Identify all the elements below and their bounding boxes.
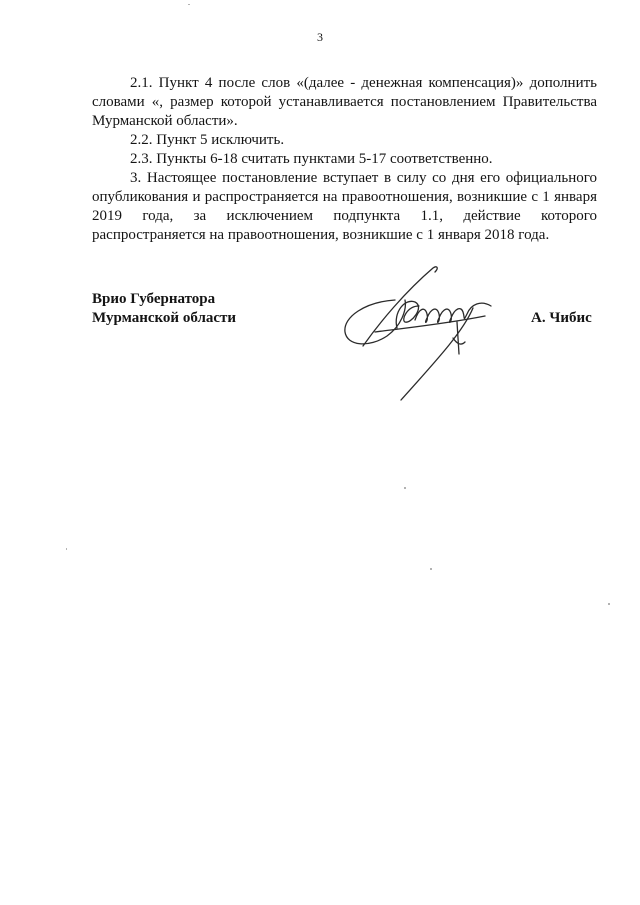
scan-speck	[608, 603, 610, 605]
scan-speck	[430, 568, 432, 570]
signer-title-line-1: Врио Губернатора	[92, 291, 216, 307]
paragraph-2-3: 2.3. Пункты 6-18 считать пунктами 5-17 соответственно.	[130, 151, 493, 167]
scan-speck	[66, 548, 67, 550]
paragraph-2-2: 2.2. Пункт 5 исключить.	[130, 132, 285, 148]
signer-title-line-2: Мурманской области	[92, 310, 237, 326]
scan-speck	[188, 4, 190, 5]
paragraph-2-1: 2.1. Пункт 4 после слов «(далее - денежная компенсация)» дополнить словами «, размер которой устанавливается постановлением Правительства Мурманской области».	[92, 75, 597, 129]
document-body	[92, 74, 597, 245]
handwritten-signature	[335, 262, 505, 407]
scan-speck	[404, 487, 406, 489]
signer-title	[92, 290, 236, 328]
page-number: 3	[317, 30, 323, 44]
paragraph-3: 3. Настоящее постановление вступает в силу со дня его официального опубликования и распространяется на правоотношения, возникшие с 1 января 2019 года, за исключением подпункта 1.1, действие которого распространяется на правоотношения, возникшие с 1 января 2018 года.	[92, 170, 597, 243]
signer-name: А. Чибис	[531, 310, 592, 326]
